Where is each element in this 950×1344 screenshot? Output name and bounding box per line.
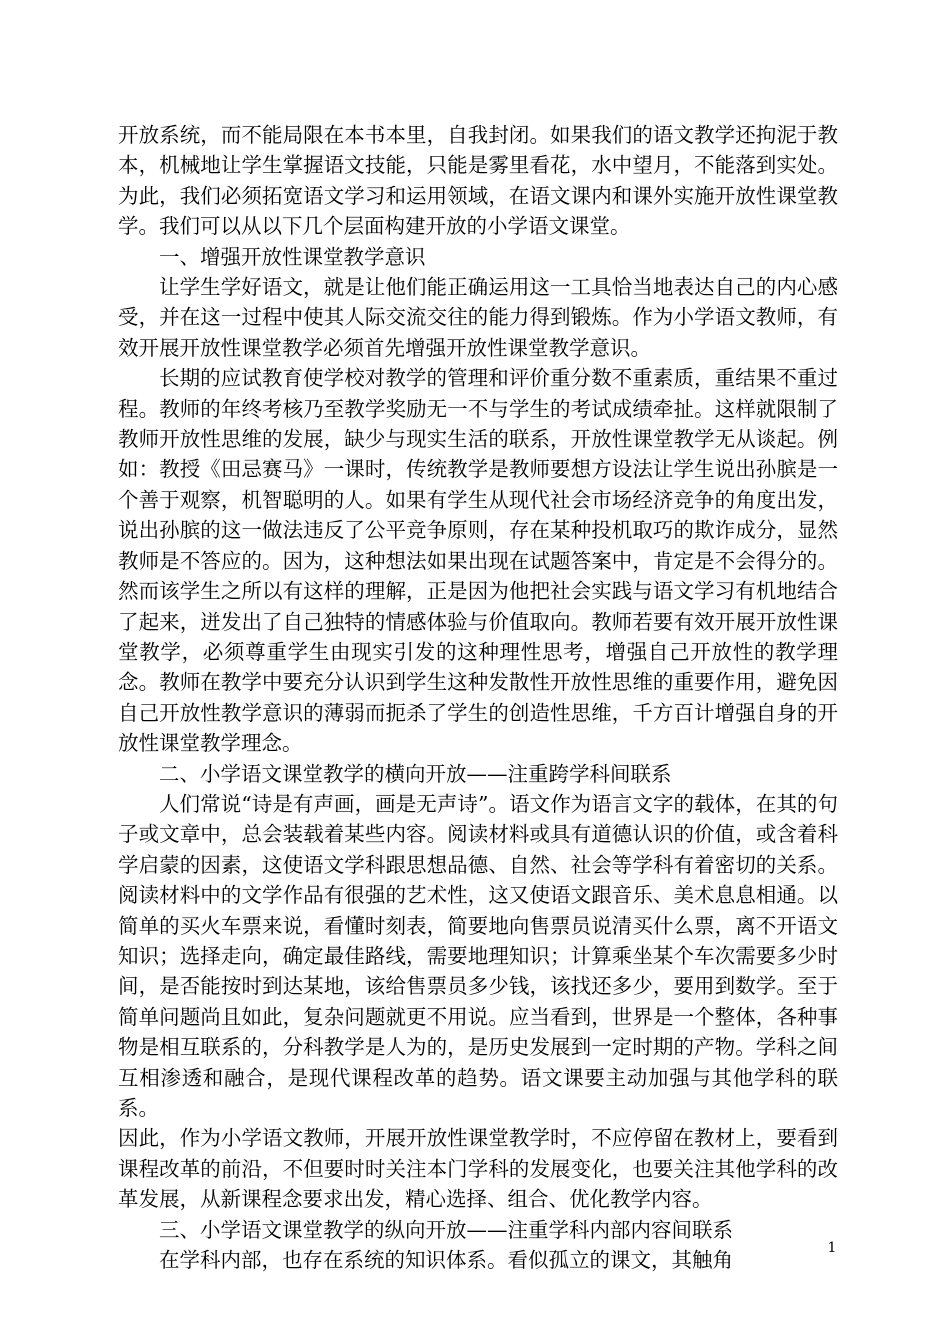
paragraph-4: 因此，作为小学语文教师，开展开放性课堂教学时，不应停留在教材上，要看到课程改革的前沿，不但要时时关注本门学科的发展变化，也要关注其他学科的改革发展，从新课程念要求出发，精心选择、组合、优化教学内容。 [118, 1126, 838, 1212]
paragraph-1: 让学生学好语文，就是让他们能正确运用这一工具恰当地表达自己的内心感受，并在这一过程中使其人际交流交往的能力得到锻炼。作为小学语文教师，有效开展开放性课堂教学必须首先增强开放性课堂教学意识。 [118, 275, 838, 360]
paragraph-intro: 开放系统，而不能局限在本书本里，自我封闭。如果我们的语文教学还拘泥于教本，机械地让学生掌握语文技能，只能是雾里看花，水中望月，不能落到实处。为此，我们必须拓宽语文学习和运用领域，在语文课内和课外实施开放性课堂教学。我们可以从以下几个层面构建开放的小学语文课堂。 [118, 123, 838, 239]
section-heading-3: 三、小学语文课堂教学的纵向开放——注重学科内部内容间联系 [159, 1217, 733, 1242]
paragraph-2: 长期的应试教育使学校对教学的管理和评价重分数不重素质，重结果不重过程。教师的年终考核乃至教学奖励无一不与学生的考试成绩牵扯。这样就限制了教师开放性思维的发展，缺少与现实生活的联系，开放性课堂教学无从谈起。例如：教授《田忌赛马》一课时，传统教学是教师要想方设法让学生说出孙膑是一个善于观察，机智聪明的人。如果有学生从现代社会市场经济竞争的角度出发，说出孙膑的这一做法违反了公平竞争原则，存在某种投机取巧的欺诈成分，显然教师是不答应的。因为，这种想法如果出现在试题答案中，肯定是不会得分的。然而该学生之所以有这样的理解，正是因为他把社会实践与语文学习有机地结合了起来，迸发出了自己独特的情感体验与价值取向。教师若要有效开展开放性课堂教学，必须尊重学生由现实引发的这种理性思考，增强自己开放性的教学理念。教师在教学中要充分认识到学生这种发散性开放性思维的重要作用，避免因自己开放性教学意识的薄弱而扼杀了学生的创造性思维，千方百计增强自身的开放性课堂教学理念。 [118, 366, 838, 756]
document-body [118, 120, 838, 1275]
section-heading-2: 二、小学语文课堂教学的横向开放——注重跨学科间联系 [159, 761, 672, 786]
page-number: 1 [827, 1240, 837, 1256]
paragraph-5: 在学科内部，也存在系统的知识体系。看似孤立的课文，其触角 [159, 1248, 733, 1273]
section-heading-1: 一、增强开放性课堂教学意识 [159, 244, 426, 269]
paragraph-3: 人们常说“诗是有声画，画是无声诗”。语文作为语言文字的载体，在其的句子或文章中，总会装载着某些内容。阅读材料或具有道德认识的价值，或含着科学启蒙的因素，这使语文学科跟思想品德、自然、社会等学科有着密切的关系。阅读材料中的文学作品有很强的艺术性，这又使语文跟音乐、美术息息相通。以简单的买火车票来说，看懂时刻表，简要地向售票员说清买什么票，离不开语文知识；选择走向，确定最佳路线，需要地理知识；计算乘坐某个车次需要多少时间，是否能按时到达某地，该给售票员多少钱，该找还多少，要用到数学。至于简单问题尚且如此，复杂问题就更不用说。应当看到，世界是一个整体，各种事物是相互联系的，分科教学是人为的，是历史发展到一定时期的产物。学科之间互相渗透和融合，是现代课程改革的趋势。语文课要主动加强与其他学科的联系。 [118, 791, 838, 1120]
